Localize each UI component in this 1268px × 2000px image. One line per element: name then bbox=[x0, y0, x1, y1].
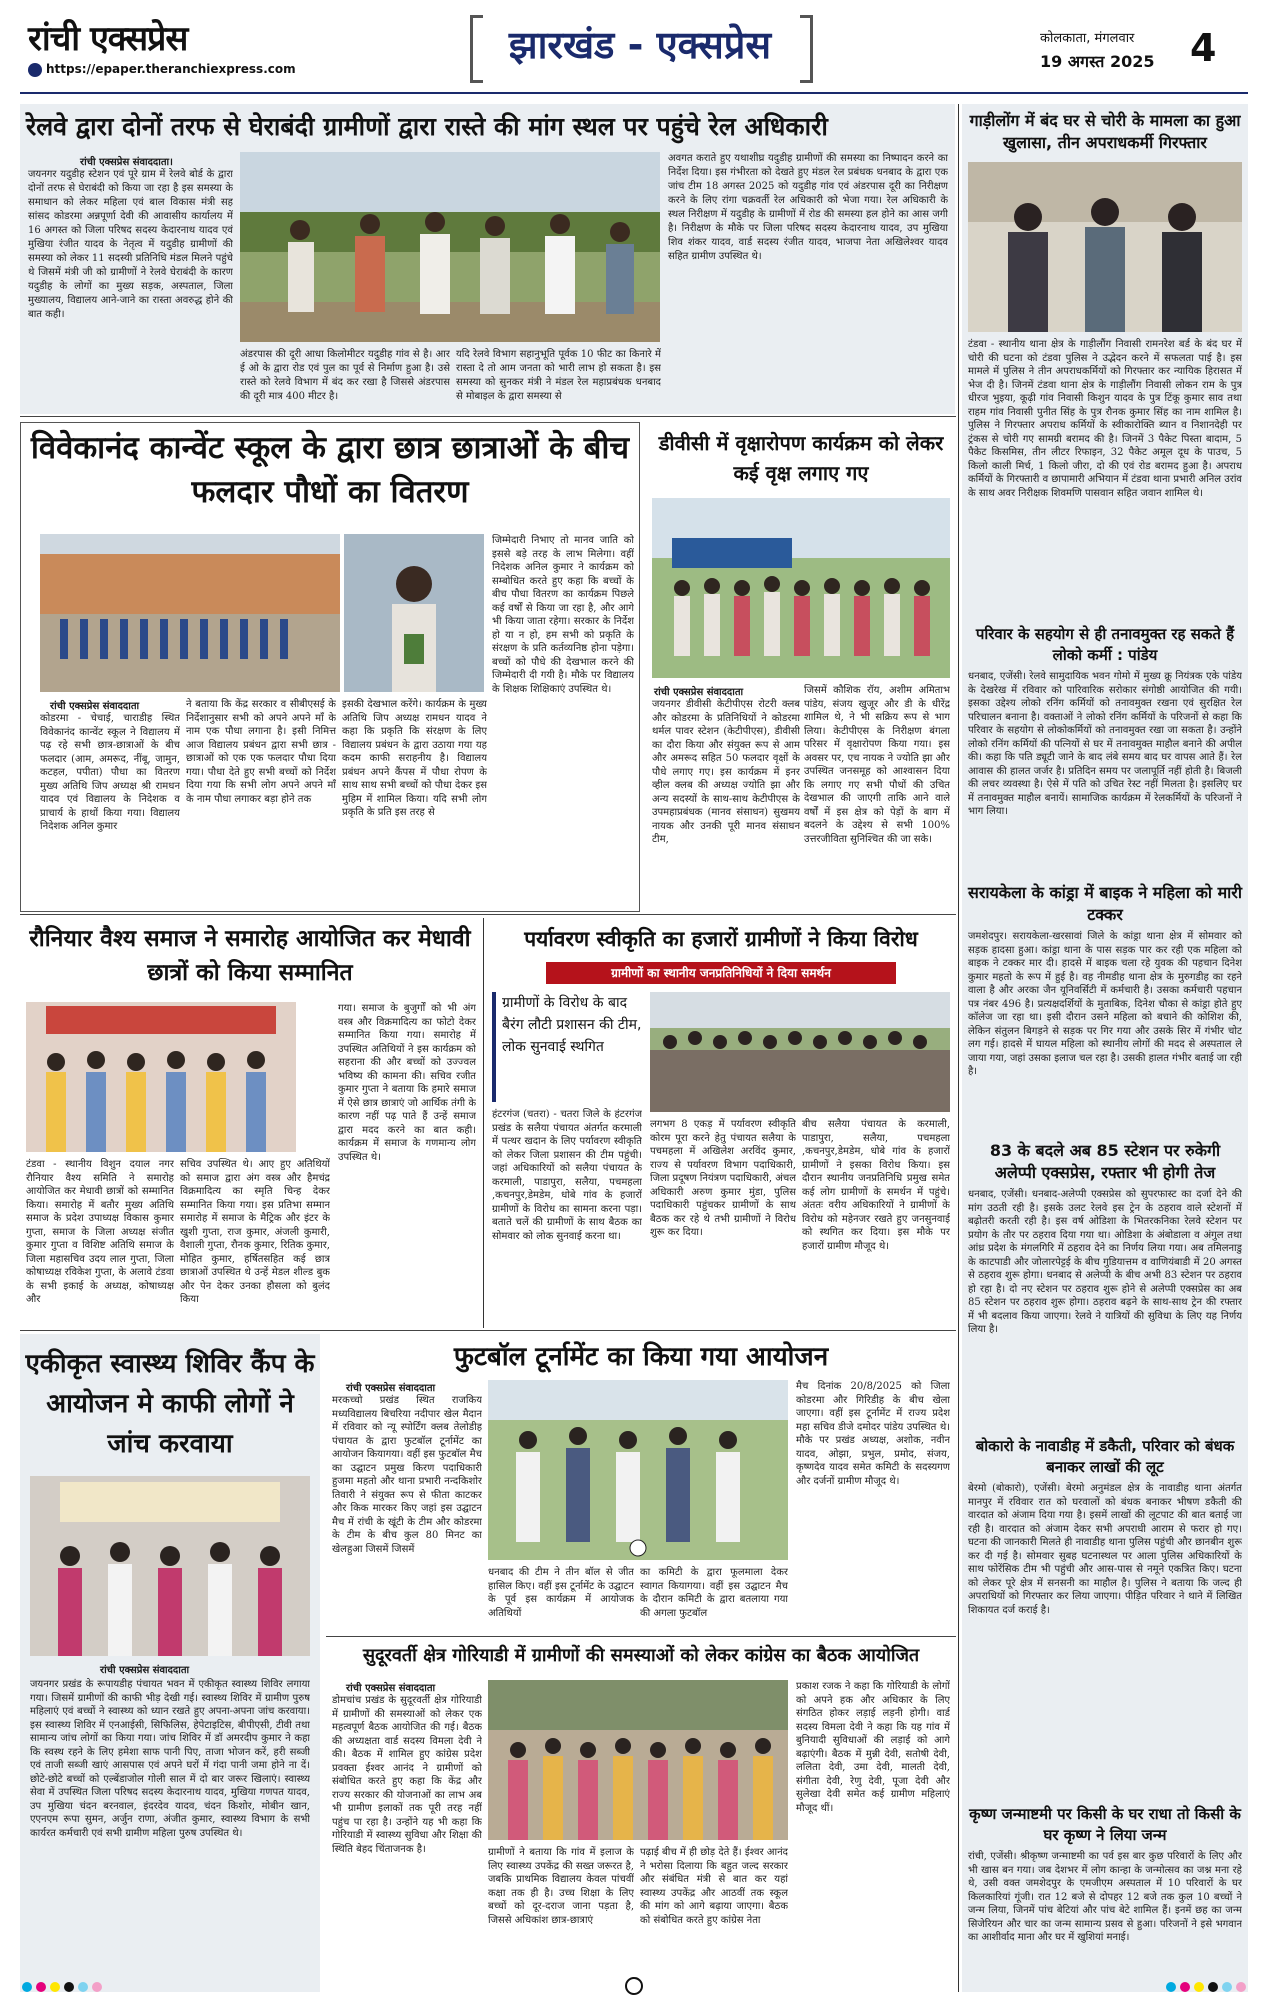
rauniyar-photo bbox=[26, 1002, 296, 1152]
section-bracket-left bbox=[470, 15, 483, 83]
city-day: कोलकाता, मंगलवार bbox=[1040, 31, 1135, 46]
row-rule-2 bbox=[20, 914, 956, 915]
section-bracket-right bbox=[800, 15, 813, 83]
rauniyar-article bbox=[20, 918, 480, 1328]
rail-byline: रांची एक्सप्रेस संवाददाता। bbox=[80, 157, 173, 168]
globe-icon bbox=[28, 63, 42, 77]
robbery-headline: बोकारो के नावाडीह में डकैती, परिवार को बंधक बनाकर लाखों की लूट bbox=[975, 1437, 1235, 1476]
epaper-url[interactable]: https://epaper.theranchiexpress.com bbox=[46, 62, 296, 76]
football-headline: फुटबॉल टूर्नामेंट का किया गया आयोजन bbox=[453, 1342, 829, 1372]
vivekanand-col2: ने बताया कि केंद्र सरकार व सीबीएसई के निर्देशानुसार सभी को अपने अपने माँ के नाम एक पौधा लगाना है। इसी निमित्त आज विद्यालय प्रबंधन द्वारा सभी छात्र - छात्राओं को एक एक फलदार पौधा दिया गया। पौधा देते हुए सभी बच्चों को निर्देश दिया गया कि सभी लोग अपने अपने माँ के नाम पौधा लगाकर बड़ा होने तक bbox=[186, 699, 336, 805]
page-number: 4 bbox=[1190, 26, 1217, 70]
row-rule-1 bbox=[20, 416, 956, 417]
arrested-men-photo bbox=[968, 162, 1242, 332]
environment-col2: लगभग 8 एकड़ में पर्यावरण स्वीकृति कोरम पूरा करने हेतु पंचायत सलैया के पचमहला में अखिलेश अरविंद कुमार, राज्य से पर्यावरण विभाग पदाधिकारी, जिला प्रदूषण नियंत्रण पदाधिकारी, अंचल अधिकारी अरुण कुमार मुंडा, पुलिस पदाधिकारी पहुंचकर ग्रामीणों के साथ बैठक कर रहे थे तभी ग्रामीणों ने विरोध शुरू कर दिया। bbox=[650, 1119, 796, 1238]
rail-col3: यदि रेलवे विभाग सहानुभूति पूर्वक 10 फीट का किनारे में रास्ता दे तो आम जनता को भारी लाभ हो सकता है। इस समस्या को सुनकर मंत्री ने मंडल रेल महाप्रबंधक धनबाद से मोबाइल के द्वारा समस्या से bbox=[456, 349, 661, 402]
tree-plantation-group-photo bbox=[652, 498, 950, 678]
football-col1: मरकच्चो प्रखंड स्थित राजकिय मध्यविद्यालय बिचरिया नदीपार खेल मैदान में रविवार को न्यू स्पोर्टिंग क्लब तेलोडीह पंचायत के द्वारा फुटबॉल टूर्नामेंट का आयोजन कियागया। वहीं इस फुटबॉल मैच का उद्घाटन प्रमुख किरण पदाधिकारी हुजमा महतो और थाना प्रभारी नन्दकिशोर तिवारी ने संयुक्त रूप से फीता काटकर और किक मारकर किए जहां इस उद्घाटन मैच में रांची के खूंटी के टीम और कोडरमा के टीम के बीच कुल 80 मिनट का खेलहुआ जिसमें जिसमें bbox=[332, 1395, 482, 1555]
column-rule-sidebar bbox=[958, 104, 959, 1992]
officials-walking-photo bbox=[240, 152, 660, 342]
environment-col1: हंटरगंज (चतरा) - चतरा जिले के हंटरगंज प्रखंड के सलैया पंचायत अंतर्गत करमाली में पत्थर खदान के लिए पर्यावरण स्वीकृति को लेकर जिला प्रशासन की टीम पहुंची। जहां अधिकारियों को सलैया पंचायत के करमाली, पाडापुरा, सलैया, पचमहला ,कचनपुर,डेमडेम, धोबे गांव के हजारों ग्रामीणों के विरोध का सामना करना पड़ा। बताते चलें की ग्रामीणों के साथ बैठक का सोमवार को लोक सुनवाई करना था। bbox=[492, 1109, 642, 1242]
football-col4: मैच दिनांक 20/8/2025 को जिला कोडरमा और गिरिडीह के बीच खेला जाएगा। वहीं इस टूर्नामेंट में राज्य प्रदेश महा सचिव डीजे दमोदर पांडेय उपस्थित थे। मौके पर प्रखंड अध्यक्ष, अशोक, नवीन यादव, ओझा, प्रभुल, प्रमोद, संजय, कृष्णदेव यादव समेत कमिटी के सदस्यगण और दर्जनों ग्रामीण मौजूद थे। bbox=[796, 1381, 950, 1487]
rail-photo bbox=[240, 152, 660, 342]
environment-article bbox=[486, 918, 956, 1328]
vivekanand-col1: कोडरमा - चेचाई, चाराडीह स्थित विवेकानंद कान्वेंट स्कूल ने विद्यालय में पढ़ रहे सभी छात्र-छात्राओं के बीच फलदार (आम, अमरूद, नींबू, जामुन, कटहल, पपीता) पौधा का वितरण मुख्य अतिथि जिप अध्यक्ष श्री रामधन यादव एवं विद्यालय के निदेशक व प्राचार्य के हाथों किया गया। विद्यालय निदेशक अनिल कुमार bbox=[40, 713, 180, 832]
masthead bbox=[0, 0, 1268, 95]
football-col3: का कमिटी के द्वारा फूलमाला देकर स्वागत कियागया। वहीं इस उद्घाटन मैच के दौरान कमिटी के द्वारा बतलाया गया की अगला फुटबॉल bbox=[640, 1567, 788, 1619]
krishna-headline: कृष्ण जन्माष्टमी पर किसी के घर राधा तो किसी के घर कृष्ण ने लिया जन्म bbox=[969, 1805, 1241, 1844]
column-rule-mid bbox=[483, 918, 484, 1328]
rauniyar-headline: रौनियार वैश्य समाज ने समारोह आयोजित कर मेधावी छात्रों को किया सम्मानित bbox=[29, 926, 471, 986]
rail-article bbox=[20, 104, 955, 414]
vivekanand-byline: रांची एक्सप्रेस संवाददाता bbox=[50, 701, 140, 712]
health-body: जयनगर प्रखंड के रूपायडीह पंचायत भवन में एकीकृत स्वास्थ्य शिविर लगाया गया। जिसमें ग्रामीणों की काफी भीड़ देखी गई। स्वास्थ्य शिविर में ग्रामीण पुरुष महिलाएं एवं बच्चों ने स्वास्थ्य को ध्यान रखते हुए अपना-अपना जांच करवाया। इस स्वास्थ्य शिविर में एनआईसी, सिफिलिस, हेपेटाइटिस, बीपीएसी, टीवी तथा सामान्य जांच लोगों का किया गया। जांच शिविर में डॉ अमरदीप कुमार ने कहा कि स्वस्थ रहने के लिए हमेशा साफ पानी पिए, ताजा भोजन करें, हरी सब्जी एवं ताजी सब्जी खाएं आसपास एवं अपने घरों में गंदा पानी जमा होने ना दें। छोटे-छोटे बच्चों को एल्बेंडाजोल गोली साल में दो बार जरूर खिलाएं। स्वास्थ्य सेवा में उपस्थित जिला परिषद सदस्य केदारनाथ यादव, मुखिया गणपत यादव, उप मुखिया चंदन बरनवाल, इंदरदेव यादव, चंदन किशोर, मोबीन खान, एएनएम रूपा सुमन, अर्जुन राणा, अंजीत कुमार, स्वास्थ्य विभाग के सभी कार्यरत कर्मचारी एवं सभी ग्रामीण महिला पुरुष उपस्थित थे। bbox=[30, 1679, 310, 1839]
vivekanand-col3: इसकी देखभाल करेंगे। कार्यक्रम के मुख्य अतिथि जिप अध्यक्ष रामधन यादव ने कहा कि प्रकृति कि संरक्षण के लिए विद्यालय प्रबंधन के द्वारा उठाया गया यह कदम काफी सराहनीय है। विद्यालय प्रबंधन अपने कैंपस में पौधा रोपण के साथ साथ सभी बच्चों को पौधा देकर इस मुहिम में शामिल किया। यदि सभी लोग प्रकृति के प्रति इस तरह से bbox=[342, 699, 487, 818]
congress-col1: डोमचांच प्रखंड के सुदूरवर्ती क्षेत्र गोरियाडी में ग्रामीणों की समस्याओं को लेकर एक महत्वपूर्ण बैठक आयोजित की गई। बैठक की अध्यक्षता वार्ड सदस्य विमला देवी ने की। बैठक में शामिल हुए कांग्रेस प्रदेश प्रवक्ता ईश्वर आनंद ने ग्रामीणों को संबोधित करते हुए कहा कि केंद्र और राज्य सरकार की योजनाओं का लाभ अब भी ग्रामीण इलाकों तक पूरी तरह नहीं पहुंच पा रहा है। उन्होंने यह भी कहा कि गोरियाडी में स्वास्थ्य सुविधा और शिक्षा की स्थिति बेहद चिंताजनक है। bbox=[332, 1695, 482, 1855]
health-camp-photo bbox=[30, 1476, 310, 1656]
accident-body: जमशेदपुर। सरायकेला-खरसावां जिले के कांड्रा थाना क्षेत्र में सोमवार को सड़क हादसा हुआ। कांड्रा थाना के पास सड़क पार कर रही एक महिला को बाइक ने टक्कर मार दी। हादसे में बाइक चला रहे युवक की पहचान दिनेश कुमार महतो के रूप में हुई है। वह नीमडीह थाना क्षेत्र के मुरुगडीह का रहने वाला है और अरका जैन यूनिवर्सिटी में कर्मचारी है। उसका कर्मचारी पहचान पत्र नंबर 496 है। प्रत्यक्षदर्शियों के मुताबिक, दिनेश चौका से कांड्रा होते हुए कॉलेज जा रहा था। इसी दौरान उसने महिला को बचाने की कोशिश की, लेकिन संतुलन बिगड़ने से सड़क पर गिर गया और उसके सिर में गंभीर चोट लग गई। हादसे में घायल महिला को स्थानीय लोगों की मदद से अस्पताल ले जाया गया, जहां उसका इलाज चल रहा है। उसकी हालत गंभीर बताई जा रही है। bbox=[968, 931, 1242, 1077]
print-registration-marks bbox=[20, 1978, 1248, 1994]
football-article bbox=[326, 1334, 956, 1634]
vivekanand-box-border bbox=[20, 422, 640, 912]
congress-article bbox=[326, 1640, 956, 1970]
rail-headline: रेलवे द्वारा दोनों तरफ से घेराबंदी ग्रामीणों द्वारा रास्ते की मांग स्थल पर पहुंचे रेल अधिकारी bbox=[26, 112, 828, 141]
train-body: धनबाद, एजेंसी। धनबाद-अलेप्पी एक्सप्रेस को सुपरफास्ट का दर्जा देने की मांग उठती रही है। इसके उलट रेलवे इस ट्रेन के ठहराव वाले स्टेशनों में बढ़ोतरी करती रही है। इस वर्ष ओडिशा के भितरकनिका रेलवे स्टेशन पर प्रयोग के तौर पर ठहराव दिया गया था। ओडिशा के अंबोडाला व अंगुल तथा आंध्र प्रदेश के मंगलगिरि में ठहराव देने का निर्णय लिया गया। अब तमिलनाडु के काटपाडी और जोलारपेट्टई के बीच गुडियात्तम व वाणियंबाडी में 20 अगस्त से ठहराव शुरू होगा। धनबाद से अलेप्पी के बीच अभी 83 स्टेशन पर ठहराव हो रहा है। दो नए स्टेशन पर ठहराव शुरू होने से अलेप्पी एक्सप्रेस का अब 85 स्टेशन पर ठहराव शुरू होगा। ठहराव बढ़ने के साथ-साथ ट्रेन की रफ्तार में भी बदलाव किया जाएगा। रेलवे ने यात्रियों की सुविधा के लिए यह निर्णय लिया है। bbox=[968, 1189, 1242, 1335]
row-rule-4 bbox=[326, 1636, 956, 1637]
rail-col2: अंडरपास की दूरी आधा किलोमीटर यदुडीह गांव से है। आर ई ओ के द्वारा रोड एवं पुल का पूर्व से निर्माण हुआ है। उसे रास्ते को रेलवे विभाग में बंद कर रखा है जिससे अंडरपास की दूरी मात्र 400 मीटर है। bbox=[240, 349, 450, 402]
football-kickoff-photo bbox=[488, 1380, 788, 1560]
environment-subhead: ग्रामीणों का स्थानीय जनप्रतिनिधियों ने दिया समर्थन bbox=[546, 962, 896, 984]
football-photo bbox=[488, 1380, 788, 1560]
environment-headline: पर्यावरण स्वीकृति का हजारों ग्रामीणों ने किया विरोध bbox=[524, 927, 918, 951]
congress-headline: सुदूरवर्ती क्षेत्र गोरियाडी में ग्रामीणों की समस्याओं को लेकर कांग्रेस का बैठक आयोजित bbox=[362, 1645, 920, 1666]
football-byline: रांची एक्सप्रेस संवाददाता bbox=[346, 1383, 436, 1394]
congress-col3: पढ़ाई बीच में ही छोड़ देते हैं। ईश्वर आनंद ने भरोसा दिलाया कि बहुत जल्द सरकार और संबंधित मंत्री से बात कर यहां स्वास्थ्य उपकेंद्र और आठवीं तक स्कूल की मांग को आगे बढ़ाया जाएगा। बैठक को संबोधित करते हुए कांग्रेस नेता bbox=[640, 1847, 788, 1926]
color-dots-left bbox=[20, 1977, 104, 1996]
rail-col4: अवगत कराते हुए यथाशीघ्र यदुडीह ग्रामीणों की समस्या का निष्पादन करने का निर्देश दिया। इस गंभीरता को देखते हुए मंडल रेल प्रबंधक धनबाद के द्वारा एक जांच टीम 18 अगस्त 2025 को यदुडीह गांव एवं अंडरपास दूरी का निरीक्षण करने के लिए रांगा चक्रवर्ती रेल अधिकारी को भेजा गया। रेल अधिकारी के स्थल निरीक्षण में यदुडीह के ग्रामीणों में रोड की समस्या हल होने का आस जगी है। निरीक्षण के मौके पर जिला परिषद सदस्य केदारनाथ यादव, उप मुखिया शिव शंकर यादव, वार्ड सदस्य रंजीत यादव, भाजपा नेता अखिलेश्वर यादव सहित ग्रामीण उपस्थित थे। bbox=[668, 153, 948, 262]
paper-logo: रांची एक्सप्रेस bbox=[28, 19, 188, 59]
dvc-photo bbox=[652, 498, 950, 678]
family-headline: परिवार के सहयोग से ही तनावमुक्त रह सकते हैं लोको कर्मी : पांडेय bbox=[975, 625, 1235, 664]
krishna-body: रांची, एजेंसी। श्रीकृष्ण जन्माष्टमी का पर्व इस बार कुछ परिवारों के लिए और भी खास बन गया। जब देशभर में लोग कान्हा के जन्मोत्सव का जश्न मना रहे थे, उसी वक्त जमशेदपुर के एमजीएम अस्पताल में 10 परिवारों के घर किलकारियां गूंजी। रात 12 बजे से दोपहर 12 बजे तक कुल 10 बच्चों ने जन्म लिया, जिनमें पांच बेटियां और पांच बेटे शामिल हैं। इनमें छह का जन्म सिजेरियन और चार का जन्म सामान्य प्रसव से हुआ। परिजनों ने इसे भगवान का आशीर्वाद माना और घर में खुशियां मनाई। bbox=[968, 1851, 1242, 1943]
congress-byline: रांची एक्सप्रेस संवाददाता bbox=[346, 1683, 436, 1694]
issue-date: 19 अगस्त 2025 bbox=[1040, 52, 1155, 71]
rail-col1: जयनगर यदुडीह स्टेशन एवं पूरे ग्राम में रेलवे बोर्ड के द्वारा दोनों तरफ से घेराबंदी को किया जा रहा है इस समस्या के समाधान को लेकर महिला एवं बाल विकास मंत्री सह सांसद कोडरमा अन्नपूर्णा देवी की आवासीय कार्यालय में 16 अगस्त को जिला परिषद सदस्य केदारनाथ यादव एवं मुखिया रंजीत यादव के नेतृत्व में यदुडीह ग्रामीणों की समस्या को लेकर 11 सदस्यी प्रतिनिधि मंडल मिलने पहुंचे थे जिसमें मंत्री जी को ग्रामीणों ने रेलवे घेराबंदी के कारण यदुडीह के लोगों का मुख्य सड़क, अस्पताल, जिला मुख्यालय, विद्यालय आने-जाने का रास्ता अवरुद्ध होने की बात कही। bbox=[28, 169, 233, 320]
dvc-byline: रांची एक्सप्रेस संवाददाता bbox=[654, 687, 744, 698]
theft-headline: गाड़ीलोंग में बंद घर से चोरी के मामला का हुआ खुलासा, तीन अपराधकर्मी गिरफ्तार bbox=[969, 111, 1241, 152]
theft-photo bbox=[968, 162, 1242, 332]
train-headline: 83 के बदले अब 85 स्टेशन पर रुकेगी अलेप्पी एक्सप्रेस, रफ्तार भी होगी तेज bbox=[989, 1141, 1221, 1182]
masthead-rule bbox=[20, 92, 1248, 94]
health-photo bbox=[30, 1476, 310, 1656]
rauniyar-col3: गया। समाज के बुजुर्गों को भी अंग वस्त्र और विक्रमादित्य का फोटो देकर सम्मानित किया गया। समारोह में उपस्थित अतिथियों ने इस कार्यक्रम को सहराना की और बच्चों को उज्ज्वल भविष्य की कामना की। सचिव रजीत कुमार गुप्ता ने बताया कि हमारे समाज में ऐसे छात्र छात्राएं जो आर्थिक तंगी के कारण नहीं पढ़ पाते हैं उन्हें समाज द्वारा मदद करने का बात कही। कार्यक्रम में समाज के गणमान्य लोग उपस्थित थे। bbox=[338, 1003, 476, 1163]
felicitation-ceremony-photo bbox=[26, 1002, 296, 1152]
dvc-headline: डीवीसी में वृक्षारोपण कार्यक्रम को लेकर कई वृक्ष लगाए गए bbox=[658, 431, 944, 485]
rauniyar-col2: सचिव उपस्थित थे। आए हुए अतिथियों को समाज द्वारा अंग वस्त्र और हैमचंद्र विक्रमादित्य का स्मृति चिन्ह देकर सम्मानित किया गया। इस प्रतिभा सम्मान समारोह में समाज के मैट्रिक और इंटर के खुशी गुप्ता, राज कुमार, अंजली कुमारी, वैशाली गुप्ता, रौनक कुमार, रितिक कुमार, मोहित कुमार, हर्षितसहित कई छात्र छात्राओं उपस्थित थे उन्हें मेडल शील्ड बुक और पेन देकर उनका हौसला को बुलंद किया bbox=[180, 1159, 330, 1305]
health-byline: रांची एक्सप्रेस संवाददाता bbox=[100, 1665, 190, 1676]
theft-body: टंडवा - स्थानीय थाना क्षेत्र के गाड़ीलौंग निवासी रामनरेश बर्ड के बंद घर में चोरी की घटना को टंडवा पुलिस ने उद्भेदन करने में सफलता पाई है। इस मामले में पुलिस ने तीन अपराधकर्मियों को गिरफ्तार कर न्यायिक हिरासत में भेज दी है। जिनमें टंडवा थाना क्षेत्र के गाड़ीलौंग निवासी लोकन राम के पुत्र धीरज भुइया, कूढ़ी गांव निवासी किशुन यादव के पुत्र टिंकू कुमार साव तथा राहम गांव निवासी पुनीत सिंह के पुत्र रौनक कुमार सिंह का नाम शामिल है। पुलिस ने गिरफ्तार अपराध कर्मियों के स्वीकारोक्ति ब्यान व निशानदेही पर ट्रंकस से चोरी गए सामग्री बरामद की है। जिनमें 3 पैकेट पिस्ता बादाम, 5 पैकेट किसमिस, तीन लीटर रिफाइन, 32 पैकेट अमूल दूध के पाउच, 5 किलो काली मिर्च, 1 किलो जीरा, दो की एवं रोड बरामद हुआ है। अपराध कर्मियों के गिरफ्तारी व छापामारी अभियान में टंडवा थाना प्रभारी अनिल उरांव के साथ अवर निरीक्षक शिवमणि पासवान सहित जवान शामिल थे। bbox=[968, 339, 1242, 499]
environment-col3: बीच सलैया पंचायत के करमाली, पाडापुरा, सलैया, पचमहला ,कचनपुर,डेमडेम, धोबे गांव के हजारों ग्रामीणों ने इसका विरोध किया। इस दौरान स्थानीय जनप्रतिनिधि प्रमुख समेत कई लोग ग्रामीणों के समर्थन में पहुंचे। अंततः वरीय अधिकारियों ने ग्रामीणों के विरोध को महेनजर रखते हुए जनसुनवाई को स्थगित कर दिया। इस मौके पर हजारों ग्रामीण मौजूद थे। bbox=[802, 1119, 950, 1252]
row-rule-3 bbox=[20, 1330, 956, 1331]
right-sidebar bbox=[962, 104, 1248, 1992]
crosshair-icon bbox=[625, 1977, 643, 1995]
family-body: धनबाद, एजेंसी। रेलवे सामुदायिक भवन गोमो में मुख्य क्रू नियंत्रक एके पांडेय के देखरेख में रविवार को पारिवारिक सरोकार संगोष्ठी आयोजित की गयी। इसका उद्देश्य लोको रनिंग कर्मियों को तनावमुक्त रखना एवं सुरक्षित रेल परिचालन बनाना है। वक्ताओं ने लोको रनिंग कर्मियों के परिजनों से कहा कि परिवार के सहयोग से लोकोकर्मियों को तनावमुक्त रखा जा सकता है। उन्होंने लोको रनिंग कर्मियों की पत्नियों से घर में तनावमुक्त माहौल बनाने की अपील की। कहा कि पति ड्यूटी जाने के बाद लंबे समय बाद घर वापस आते हैं। रेल आवास की हालत जर्जर है। प्रतिदिन समय पर जलापूर्ति नहीं होती है। बिजली की लचर व्यवस्था है। ऐसे में पति को उचित रेस्ट नहीं मिलता है। इसलिए घर में तनावमुक्त माहौल बनायें। सामाजिक कार्यक्रम में रेलकर्मियों के परिजनों ने भाग लिया। bbox=[968, 671, 1242, 817]
robbery-body: बेरमो (बोकारो), एजेंसी। बेरमो अनुमंडल क्षेत्र के नावाडीह थाना अंतर्गत मानपुर में रविवार रात को घरवालों को बंधक बनाकर भीषण डकैती की वारदात को अंजाम दिया गया है। इसमें लाखों की लूटपाट की बात बताई जा रही है। वारदात को अंजाम देकर सभी अपराधी आराम से फरार हो गए। घटना की जानकारी मिलते ही नावाडीह थाना पुलिस पहुंची और छानबीन शुरू कर दी गई है। सोमवार सुबह घटनास्थल पर आला पुलिस अधिकारियों के साथ फोरेंसिक टीम भी पहुंची और आस-पास से नमूने एकत्रित किए। घटना को लेकर पूरे क्षेत्र में सनसनी का माहौल है। पुलिस ने बताया कि जल्द ही अपराधियों को गिरफ्तार कर लिया जाएगा। पीड़ित परिवार ने थाने में लिखित शिकायत दर्ज कराई है। bbox=[968, 1483, 1242, 1616]
environment-photo bbox=[650, 992, 950, 1112]
congress-col2: ग्रामीणों ने बताया कि गांव में इलाज के लिए स्वास्थ्य उपकेंद्र की सख्त जरूरत है, जबकि प्राथमिक विद्यालय केवल पांचवीं कक्षा तक ही है। उच्च शिक्षा के लिए बच्चों को दूर-दराज जाना पड़ता है, जिससे अधिकांश छात्र-छात्राएं bbox=[488, 1847, 634, 1926]
dvc-col2: जिसमें कौशिक रॉय, अशीम अमिताभ पांडेय, संजय खुजूर और डी के धीरेंद्र शामिल थे, ने भी सक्रिय रूप से भाग लिया। केटीपीएस के निरीक्षण बंगला परिसर में वृक्षारोपण किया गया। इस अवसर पर, एच नायक ने ज्योति झा और उपस्थित जनसमूह को आश्वासन दिया कि लगाए गए सभी पौधों की उचित देखभाल की जाएगी ताकि आने वाले वर्षों में इस क्षेत्र को पेड़ों के बाग में बदलने के उद्देश्य से सभी 100% उत्तरजीविता सुनिश्चित की जा सके। bbox=[804, 685, 950, 845]
color-dots-right bbox=[1164, 1977, 1248, 1996]
health-article bbox=[20, 1334, 320, 1992]
accident-headline: सरायकेला के कांड्रा में बाइक ने महिला को मारी टक्कर bbox=[968, 883, 1242, 924]
environment-pullquote: ग्रामीणों के विरोध के बाद बैरंग लौटी प्रशासन की टीम, लोक सुनवाई स्थगित bbox=[492, 992, 642, 1102]
congress-col4: प्रकाश रजक ने कहा कि गोरियाडी के लोगों को अपने हक और अधिकार के लिए संगठित होकर लड़ाई लड़नी होगी। वार्ड सदस्य विमला देवी ने कहा कि यह गांव में बुनियादी सुविधाओं की लड़ाई को आगे बढ़ाएंगी। बैठक में मुन्नी देवी, सतोषी देवी, ललिता देवी, उमा देवी, मालती देवी, संगीता देवी, रेणु देवी, पूजा देवी और सुलेखा देवी समेत कई ग्रामीण महिलाएं मौजूद थीं। bbox=[796, 1681, 950, 1814]
rauniyar-col1: टंडवा - स्थानीय विशुन दयाल नगर रौनियार वैश्य समिति ने समारोह आयोजित कर मेधावी छात्रों को सम्मानित किया। समारोह में बतौर मुख्य अतिथि समाज के प्रदेश उपाध्यक्ष विकास कुमार गुप्ता, समाज के जिला अध्यक्ष संजीत कुमार गुप्ता व विशिष्ट अतिथि समाज के जिला महासचिव उदय लाल गुप्ता, जिला कोषाध्यक्ष रविकेश गुप्ता, के अलावे टंडवा के सभी इकाई के अध्यक्ष, कोषाध्यक्ष और bbox=[26, 1159, 174, 1305]
dvc-col1: जयनगर डीवीसी केटीपीएस रोटरी क्लब और कोडरमा के प्रतिनिधियों ने कोडरमा थर्मल पावर स्टेशन (केटीपीएस), डीवीसी का दौरा किया और संयुक्त रूप से आम और अमरूद सहित 50 फलदार वृक्षों के पौधे लगाए गए। इस कार्यक्रम में इनर व्हील क्लब की अध्यक्ष ज्योति झा और अन्य सदस्यों के साथ-साथ केटीपीएस के उपमहाप्रबंधक (मानव संसाधन) सुखमय नायक और उनकी पूरी मानव संसाधन टीम, bbox=[652, 699, 800, 845]
vivekanand-col4: जिम्मेदारी निभाए तो मानव जाति को इससे बड़े तरह के लाभ मिलेगा। वहीं निदेशक अनिल कुमार ने कार्यक्रम को सम्बोधित करते हुए कहा कि बच्चों के बीच पौधा वितरण का कार्यक्रम पिछले कई वर्षों से किया जा रहा है, और आगे भी किया जाता रहेगा। सरकार के निर्देश हो या न हो, हम सभी को प्रकृति के संरक्षण के प्रति कर्तव्यनिष्ठ होना पड़ेगा। बच्चों को पौधे की देखभाल करने की जिम्मेदारी दी गयी है। मौके पर विद्यालय के शिक्षक शिक्षिकाएं उपस्थित थे। bbox=[492, 535, 634, 695]
health-headline: एकीकृत स्वास्थ्य शिविर कैंप के आयोजन मे काफी लोगों ने जांच करवाया bbox=[25, 1349, 315, 1459]
village-meeting-photo bbox=[488, 1680, 788, 1840]
congress-photo bbox=[488, 1680, 788, 1840]
football-col2: धनबाद की टीम ने तीन बॉल से जीत हासिल किए। वहीं इस टूर्नामेंट के उद्घाटन के पूर्व इस कार्यक्रम में आयोजक अतिथियों bbox=[488, 1567, 634, 1619]
dvc-article bbox=[646, 422, 956, 912]
section-title: झारखंड - एक्सप्रेस bbox=[508, 23, 772, 67]
villagers-protest-photo bbox=[650, 992, 950, 1112]
vivekanand-headline: विवेकानंद कान्वेंट स्कूल के द्वारा छात्र छात्राओं के बीच फलदार पौधों का वितरण bbox=[30, 430, 630, 510]
